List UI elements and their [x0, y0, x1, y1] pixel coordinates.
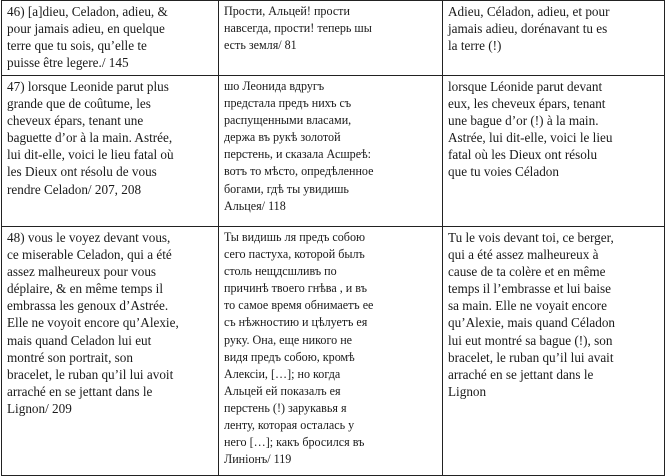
parallel-text-table — [1, 0, 665, 476]
french-original-cell: 46) [a]dieu, Celadon, adieu, & pour jamais adieu, en quelque terre que tu sois, qu’elle te puisse être legere./ 145 — [2, 1, 219, 76]
table-row — [2, 1, 665, 76]
russian-translation-cell: Прости, Альцей! прости навсегда, прости! теперь шы есть земля/ 81 — [219, 1, 443, 76]
french-original-cell: 48) vous le voyez devant vous, ce miserable Celadon, qui a été assez malheureux pour vous déplaire, & en même temps il embrassa les genoux d’Astrée. Elle ne voyoit encore qu’Alexie, mais quand Celadon lui eut montré son portrait, son bracelet, le ruban qu’il lui avoit arraché en se jettant dans le Lignon/ 209 — [2, 227, 219, 476]
modern-french-cell: Adieu, Céladon, adieu, et pour jamais adieu, dorénavant tu es la terre (!) — [443, 1, 665, 76]
table-row — [2, 76, 665, 227]
modern-french-cell: Tu le vois devant toi, ce berger, qui a été assez malheureux à cause de ta colère et en même temps il l’embrasse et lui baise sa main. Elle ne voyait encore qu’Alexie, mais quand Céladon lui eut montré sa bague (!), son bracelet, le ruban qu’il lui avait arraché en se jettant dans le Lignon — [443, 227, 665, 476]
russian-translation-cell: шо Леонида вдругъ предстала предъ нихъ съ распущенными власами, держа въ рукѣ золотой перстень, и сказала Асшреѣ: вотъ то мѣсто, опредѣленное богами, гдѣ ты увидишь Альцея/ 118 — [219, 76, 443, 227]
russian-translation-cell: Ты видишь ля предъ собою сего пастуха, которой былъ столь нещдсшливъ по причинѣ твоего гнѣва , и въ то самое время обнимаетъ ее съ нѣжностию и цѣлуетъ ея руку. Она, еще никого не видя предъ собою, кромѣ Алексіи, […]; но когда Альцей ей показалъ ея перстень (!) зарукавья я ленту, которая осталась у него […]; какъ бросился въ Линіонъ/ 119 — [219, 227, 443, 476]
french-original-cell: 47) lorsque Leonide parut plus grande que de coûtume, les cheveux épars, tenant une baguette d’or à la main. Astrée, lui dit-elle, voici le lieu fatal où les Dieux ont résolu de vous rendre Celadon/ 207, 208 — [2, 76, 219, 227]
table-row — [2, 227, 665, 476]
modern-french-cell: lorsque Léonide parut devant eux, les cheveux épars, tenant une bague d’or (!) à la main. Astrée, lui dit-elle, voici le lieu fatal où les Dieux ont résolu que tu voies Céladon — [443, 76, 665, 227]
